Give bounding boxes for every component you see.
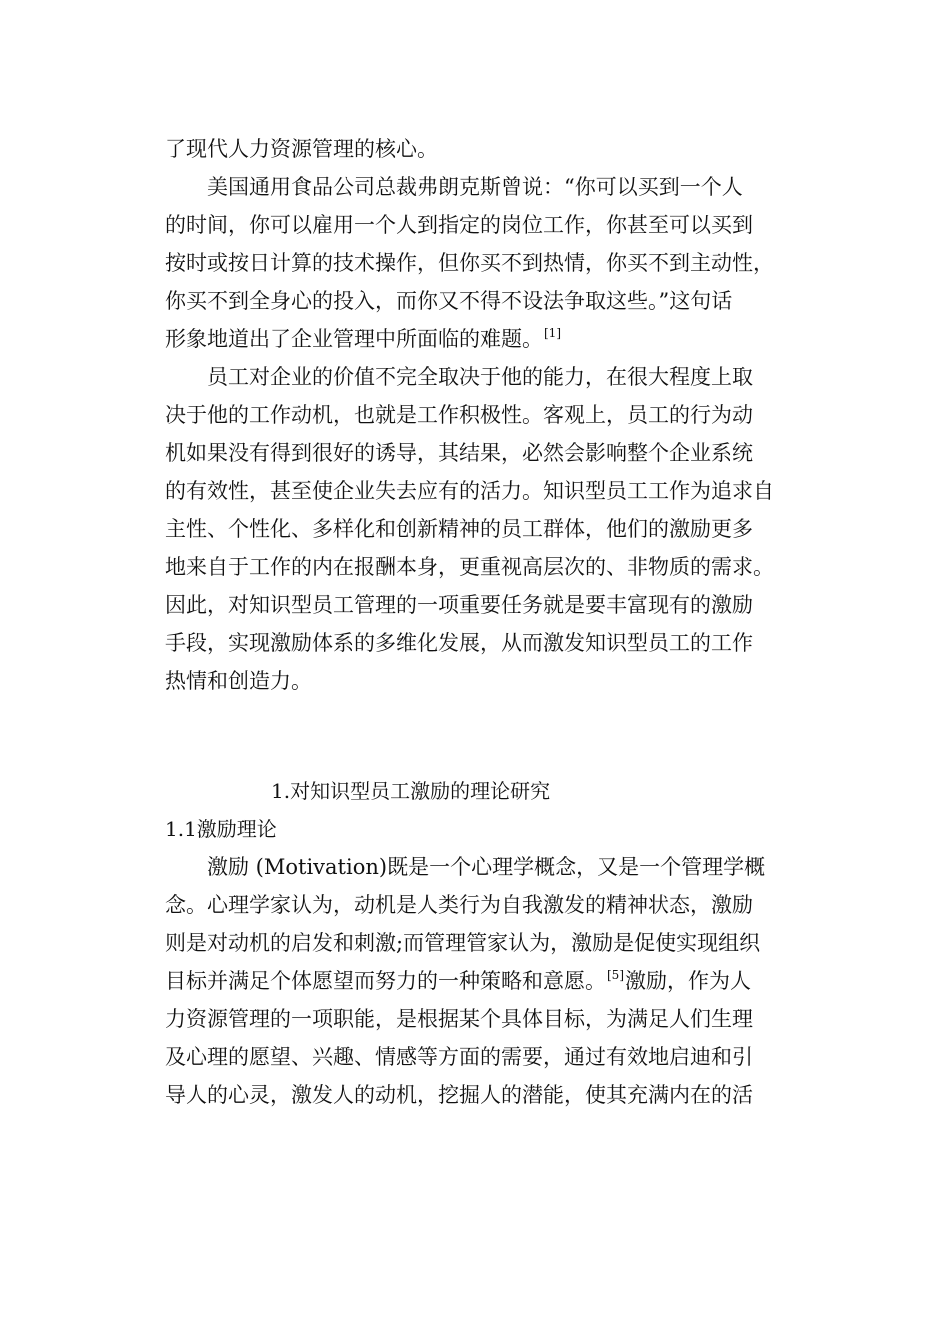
paragraph-text: 激励，作为人 [625, 969, 751, 993]
paragraph-line: 地来自于工作的内在报酬本身，更重视高层次的、非物质的需求。 [165, 555, 774, 579]
paragraph-line: 激励 (Motivation)既是一个心理学概念，又是一个管理学概 [207, 855, 766, 879]
paragraph-text: 形象地道出了企业管理中所面临的难题。 [165, 327, 543, 351]
paragraph-line: 则是对动机的启发和刺激;而管理管家认为，激励是促使实现组织 [165, 931, 761, 955]
paragraph-line: 念。心理学家认为，动机是人类行为自我激发的精神状态，激励 [165, 893, 753, 917]
paragraph-line: 决于他的工作动机，也就是工作积极性。客观上，员工的行为动 [165, 403, 753, 427]
paragraph-line: 员工对企业的价值不完全取决于他的能力，在很大程度上取 [207, 365, 753, 389]
subsection-heading: 1.1激励理论 [165, 817, 277, 841]
document-page [165, 130, 787, 1114]
paragraph-line: 手段，实现激励体系的多维化发展，从而激发知识型员工的工作 [165, 631, 753, 655]
paragraph-line: 了现代人力资源管理的核心。 [165, 137, 438, 161]
paragraph-line: 机如果没有得到很好的诱导，其结果，必然会影响整个企业系统 [165, 441, 753, 465]
section-spacer [165, 700, 787, 772]
paragraph-line: 你买不到全身心的投入，而你又不得不设法争取这些。”这句话 [165, 289, 733, 313]
paragraph-text: 目标并满足个体愿望而努力的一种策略和意愿。 [165, 969, 606, 993]
paragraph-line: 的有效性，甚至使企业失去应有的活力。知识型员工工作为追求自 [165, 479, 774, 503]
paragraph-line: 导人的心灵，激发人的动机，挖掘人的潜能，使其充满内在的活 [165, 1083, 753, 1107]
paragraph-line: 的时间，你可以雇用一个人到指定的岗位工作，你甚至可以买到 [165, 213, 753, 237]
paragraph-line: 按时或按日计算的技术操作，但你买不到热情，你买不到主动性， [165, 251, 774, 275]
paragraph-line: 热情和创造力。 [165, 669, 312, 693]
citation-ref: [1] [544, 326, 561, 340]
paragraph-line: 美国通用食品公司总裁弗朗克斯曾说：“你可以买到一个人 [207, 175, 743, 199]
paragraph-line: 及心理的愿望、兴趣、情感等方面的需要，通过有效地启迪和引 [165, 1045, 753, 1069]
paragraph-line: 主性、个性化、多样化和创新精神的员工群体，他们的激励更多 [165, 517, 753, 541]
paragraph-line: 因此，对知识型员工管理的一项重要任务就是要丰富现有的激励 [165, 593, 753, 617]
paragraph-line-with-citation [165, 962, 787, 1000]
citation-ref: [5] [607, 968, 624, 982]
section-heading: 1.对知识型员工激励的理论研究 [271, 779, 551, 803]
paragraph-line: 力资源管理的一项职能，是根据某个具体目标，为满足人们生理 [165, 1007, 753, 1031]
paragraph-line-with-citation [165, 320, 787, 358]
